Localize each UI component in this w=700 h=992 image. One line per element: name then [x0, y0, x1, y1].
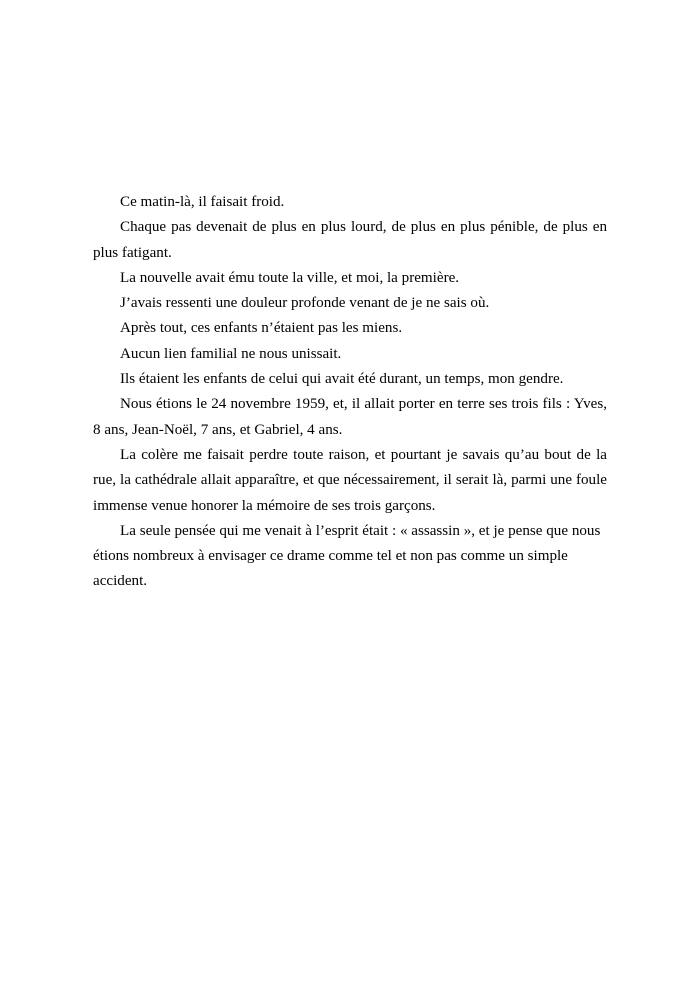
- paragraph: Chaque pas devenait de plus en plus lourd, de plus en plus pénible, de plus en plus fatigant.: [93, 219, 607, 261]
- paragraph: Ce matin-là, il faisait froid.: [120, 194, 285, 210]
- paragraph: Après tout, ces enfants n’étaient pas les miens.: [120, 320, 403, 337]
- paragraph: Ils étaient les enfants de celui qui avait été durant, un temps, mon gendre.: [120, 371, 564, 388]
- paragraph: Aucun lien familial ne nous unissait.: [120, 345, 342, 362]
- paragraph: La nouvelle avait ému toute la ville, et moi, la première.: [120, 269, 460, 286]
- body-text: [93, 190, 607, 595]
- paragraph: La seule pensée qui me venait à l’esprit était : « assassin », et je pense que nous étions nombreux à envisager ce drame comme tel et non pas comme un simple accident.: [93, 522, 601, 590]
- paragraph: J’avais ressenti une douleur profonde venant de je ne sais où.: [120, 295, 490, 312]
- paragraph: Nous étions le 24 novembre 1959, et, il allait porter en terre ses trois fils : Yves, 8 ans, Jean-Noël, 7 ans, et Gabriel, 4 ans.: [93, 396, 607, 438]
- paragraph: La colère me faisait perdre toute raison, et pourtant je savais qu’au bout de la rue, la cathédrale allait apparaître, et que nécessairement, il serait là, parmi une foule immense venue honorer la mémoire de ses trois garçons.: [93, 446, 607, 514]
